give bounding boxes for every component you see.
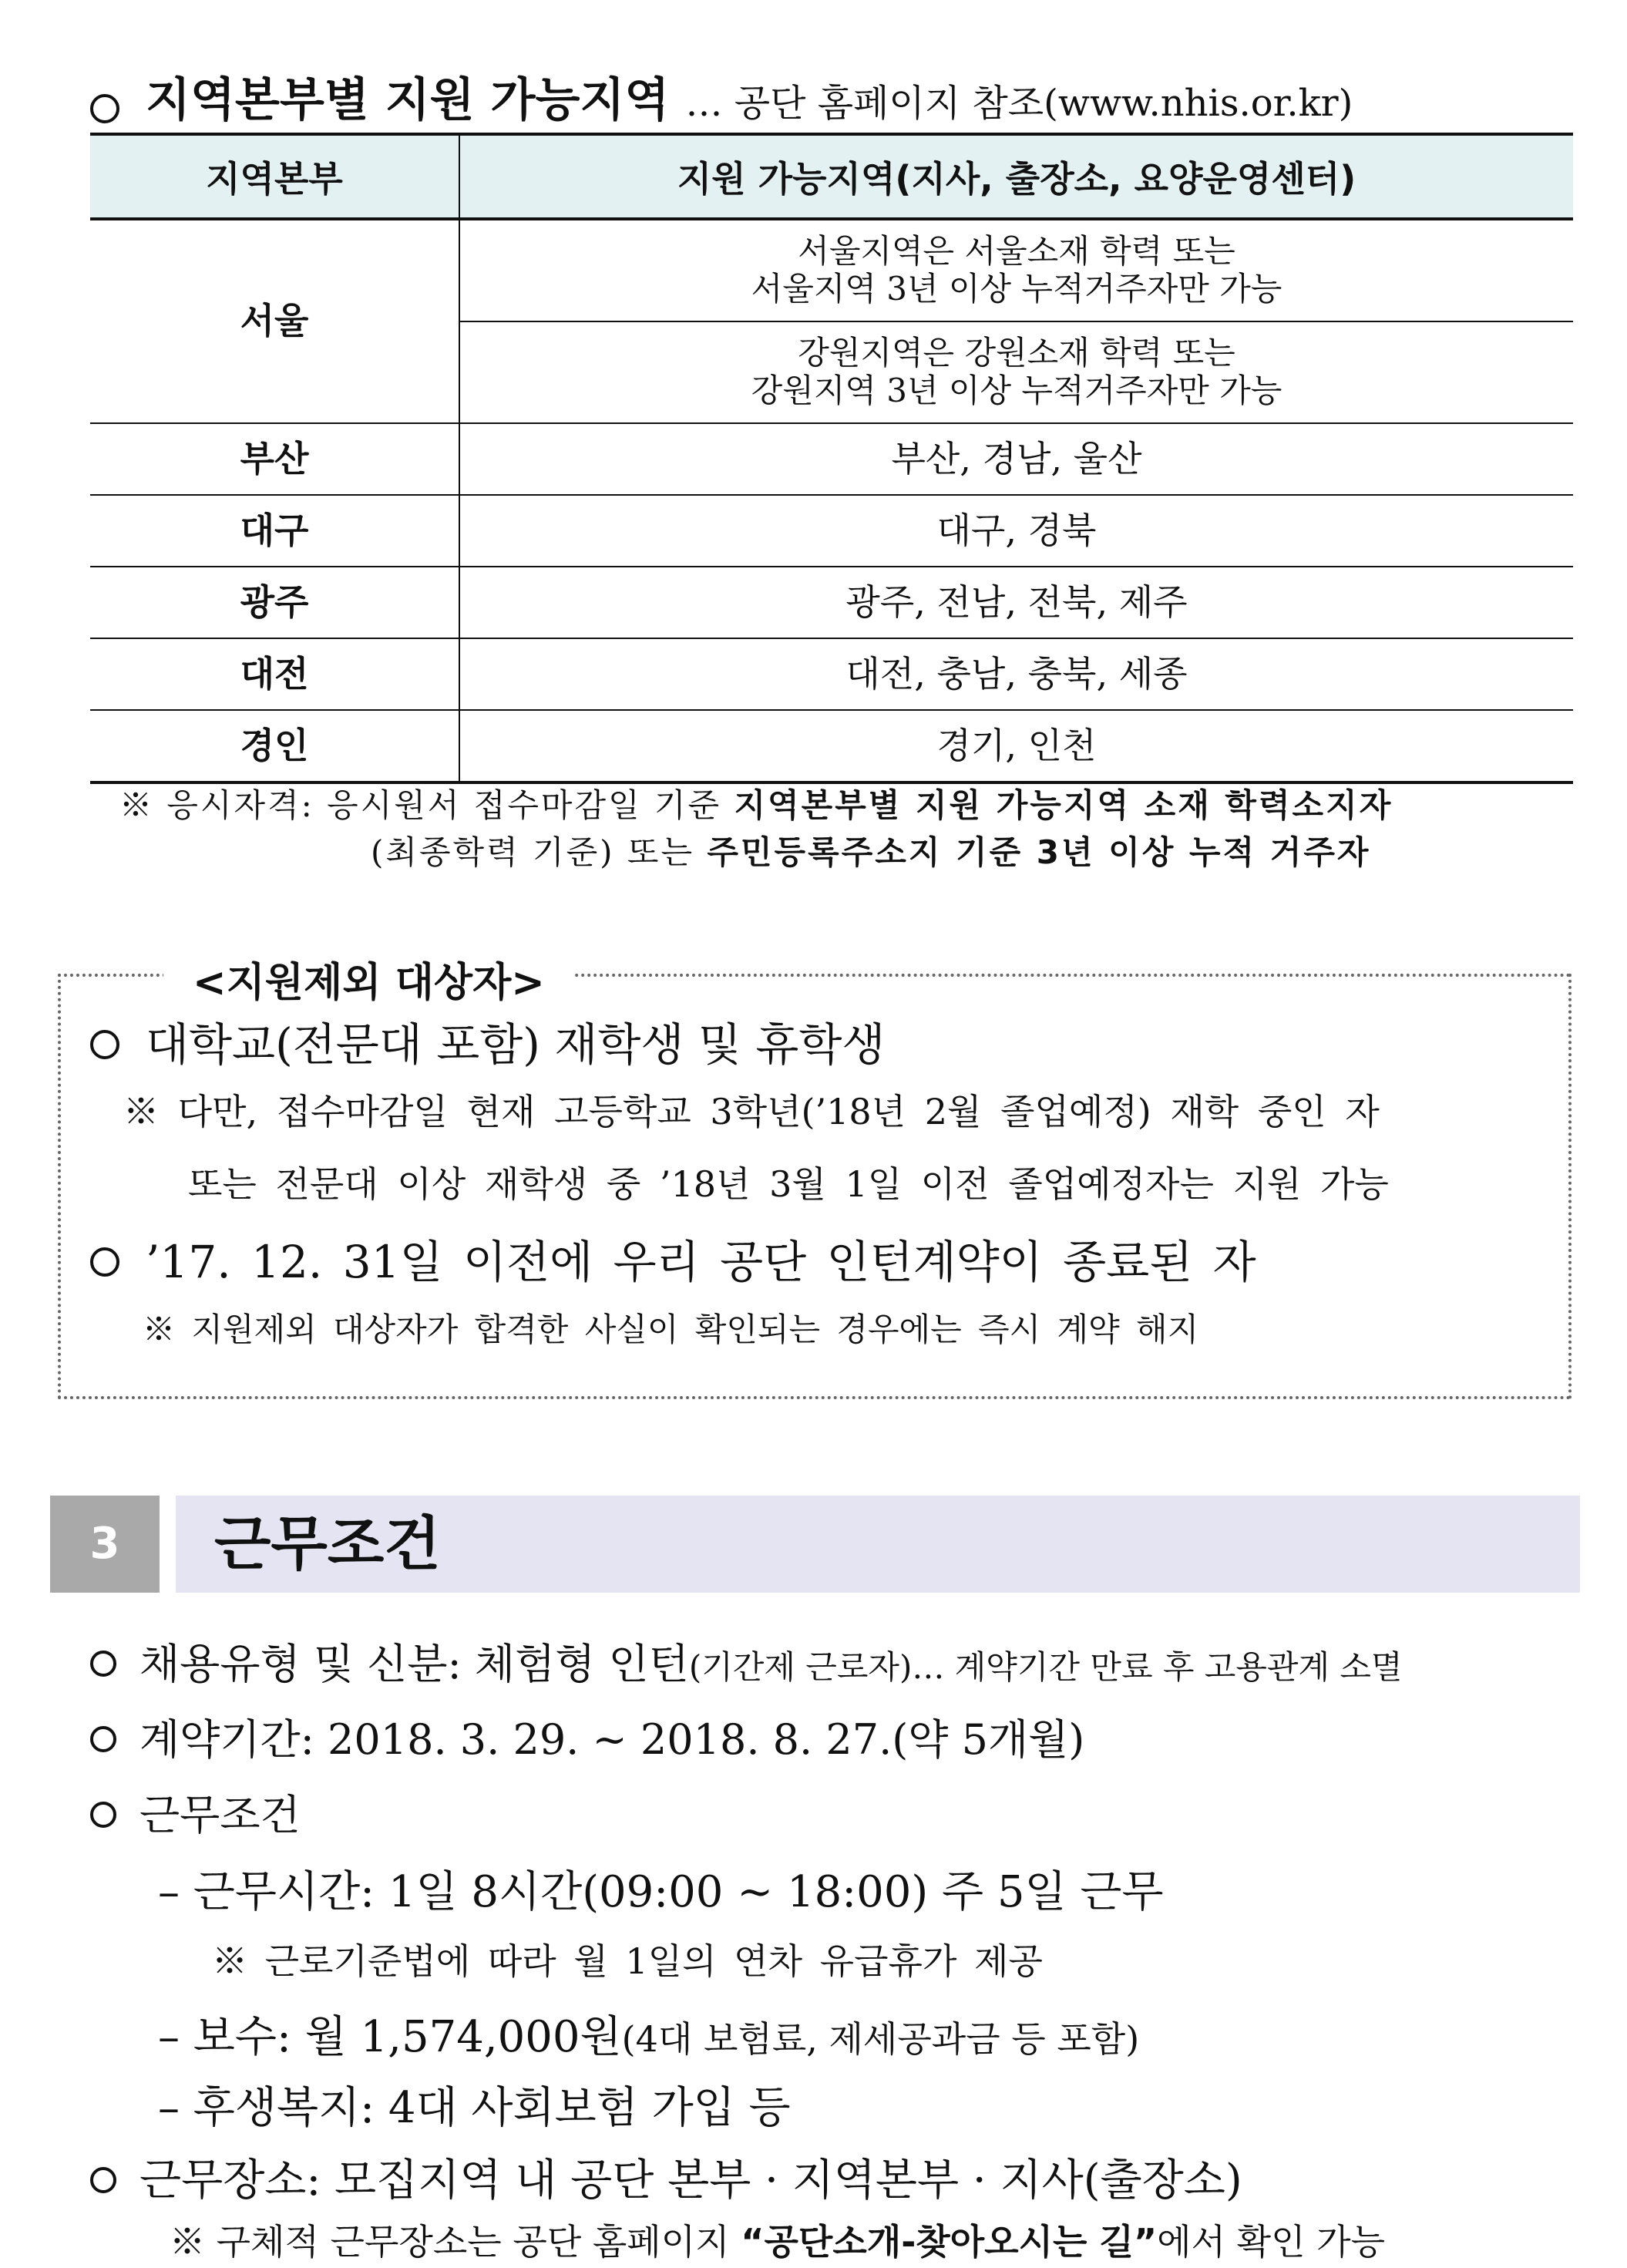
- circle-bullet-icon: [90, 1030, 119, 1059]
- circle-bullet-icon: [90, 1247, 119, 1277]
- work-hours: – 근무시간: 1일 8시간(09:00 ~ 18:00) 주 5일 근무: [158, 1867, 1164, 1917]
- employment-line: [90, 1631, 1403, 1691]
- gangwon-area-cell: [459, 321, 1573, 423]
- circle-bullet-icon: [90, 1651, 116, 1677]
- circle-bullet-icon: [90, 94, 119, 123]
- section-title: 근무조건: [214, 1509, 441, 1578]
- qualification-line2-text: (최종학력 기준) 또는: [371, 833, 708, 871]
- support-region-heading: 지역본부별 지원 가능지역: [146, 73, 670, 127]
- exclusion-item2-line: [90, 1226, 1256, 1290]
- header-areas: 지원 가능지역(지사, 출장소, 요양운영센터): [459, 134, 1573, 219]
- section-title-bar: [176, 1496, 1580, 1593]
- employment-main: 채용유형 및 신분: 체험형 인턴: [140, 1640, 689, 1688]
- qualification-line1: [119, 780, 1393, 826]
- qualification-line2: [371, 827, 1370, 873]
- table-header-row: [90, 134, 1573, 219]
- qualification-bold2: 주민등록주소지 기준 3년 이상 누적 거주자: [707, 833, 1371, 871]
- areas-gyeongin: 경기, 인천: [459, 710, 1573, 782]
- pay-main: – 보수: 월 1,574,000원: [158, 2012, 622, 2062]
- seoul-area-cell: [459, 219, 1573, 321]
- exclusion-note1-line1: ※ 다만, 접수마감일 현재 고등학교 3학년(’18년 2월 졸업예정) 재학 중인 자: [123, 1091, 1380, 1132]
- section-number: 3: [50, 1496, 160, 1593]
- qualification-bold1: 지역본부별 지원 가능지역 소재 학력소지자: [734, 786, 1393, 824]
- conditions-line: [90, 1782, 301, 1842]
- circle-bullet-icon: [90, 1802, 116, 1828]
- contract-line: [90, 1707, 1084, 1766]
- pay-small: (4대 보험료, 제세공과금 등 포함): [621, 2018, 1140, 2060]
- exclusion-item2: ’17. 12. 31일 이전에 우리 공단 인턴계약이 종료된 자: [146, 1236, 1256, 1288]
- table-row: [90, 567, 1573, 638]
- seoul-area-line1: 서울지역은 서울소재 학력 또는: [798, 232, 1235, 271]
- areas-daegu: 대구, 경북: [459, 495, 1573, 567]
- workplace-note-b: 에서 확인 가능: [1157, 2221, 1386, 2263]
- header-region: 지역본부: [90, 134, 459, 219]
- support-region-heading-line: [90, 63, 1353, 130]
- table-row-seoul-1: [90, 219, 1573, 321]
- exclusion-note2: ※ 지원제외 대상자가 합격한 사실이 확인되는 경우에는 즉시 계약 해지: [143, 1311, 1199, 1348]
- table-row: [90, 638, 1573, 710]
- workplace: 근무장소: 모집지역 내 공단 본부 · 지역본부 · 지사(출장소): [140, 2155, 1242, 2206]
- exclusion-item1: 대학교(전문대 포함) 재학생 및 휴학생: [146, 1018, 886, 1071]
- region-gwangju: 광주: [90, 567, 459, 638]
- region-busan: 부산: [90, 423, 459, 495]
- work-hours-note: ※ 근로기준법에 따라 월 1일의 연차 유급휴가 제공: [212, 1940, 1043, 1982]
- workplace-note-bold: “공단소개-찾아오시는 길”: [741, 2221, 1158, 2263]
- circle-bullet-icon: [90, 2167, 116, 2193]
- conditions-label: 근무조건: [140, 1791, 301, 1839]
- region-daejeon: 대전: [90, 638, 459, 710]
- gangwon-area-line2: 강원지역 3년 이상 누적거주자만 가능: [751, 372, 1282, 409]
- pay-line: [158, 2003, 1139, 2064]
- welfare: – 후생복지: 4대 사회보험 가입 등: [158, 2083, 791, 2133]
- seoul-area-line2: 서울지역 3년 이상 누적거주자만 가능: [751, 270, 1282, 308]
- contract-period: 계약기간: 2018. 3. 29. ~ 2018. 8. 27.(약 5개월): [140, 1715, 1085, 1764]
- region-daegu: 대구: [90, 495, 459, 567]
- region-gyeongin: 경인: [90, 710, 459, 782]
- workplace-line: [90, 2146, 1242, 2208]
- table-row: [90, 710, 1573, 782]
- areas-busan: 부산, 경남, 울산: [459, 423, 1573, 495]
- workplace-note-a: ※ 구체적 근무장소는 공단 홈페이지: [170, 2221, 741, 2263]
- region-seoul: 서울: [90, 219, 459, 423]
- qualification-prefix: ※ 응시자격: 응시원서 접수마감일 기준: [119, 786, 735, 824]
- region-table: [90, 133, 1573, 784]
- employment-small: (기간제 근로자)… 계약기간 만료 후 고용관계 소멸: [688, 1648, 1403, 1686]
- table-row: [90, 495, 1573, 567]
- circle-bullet-icon: [90, 1726, 116, 1752]
- exclusion-item1-line: [90, 1008, 885, 1073]
- gangwon-area-line1: 강원지역은 강원소재 학력 또는: [798, 334, 1235, 372]
- areas-gwangju: 광주, 전남, 전북, 제주: [459, 567, 1573, 638]
- exclusion-title: <지원제외 대상자>: [163, 950, 574, 1008]
- areas-daejeon: 대전, 충남, 충북, 세종: [459, 638, 1573, 710]
- table-row: [90, 423, 1573, 495]
- support-region-note: … 공단 홈페이지 참조(www.nhis.or.kr): [685, 82, 1353, 125]
- exclusion-note1-line2: 또는 전문대 이상 재학생 중 ’18년 3월 1일 이전 졸업예정자는 지원 가능: [188, 1163, 1389, 1205]
- workplace-note: [170, 2214, 1385, 2265]
